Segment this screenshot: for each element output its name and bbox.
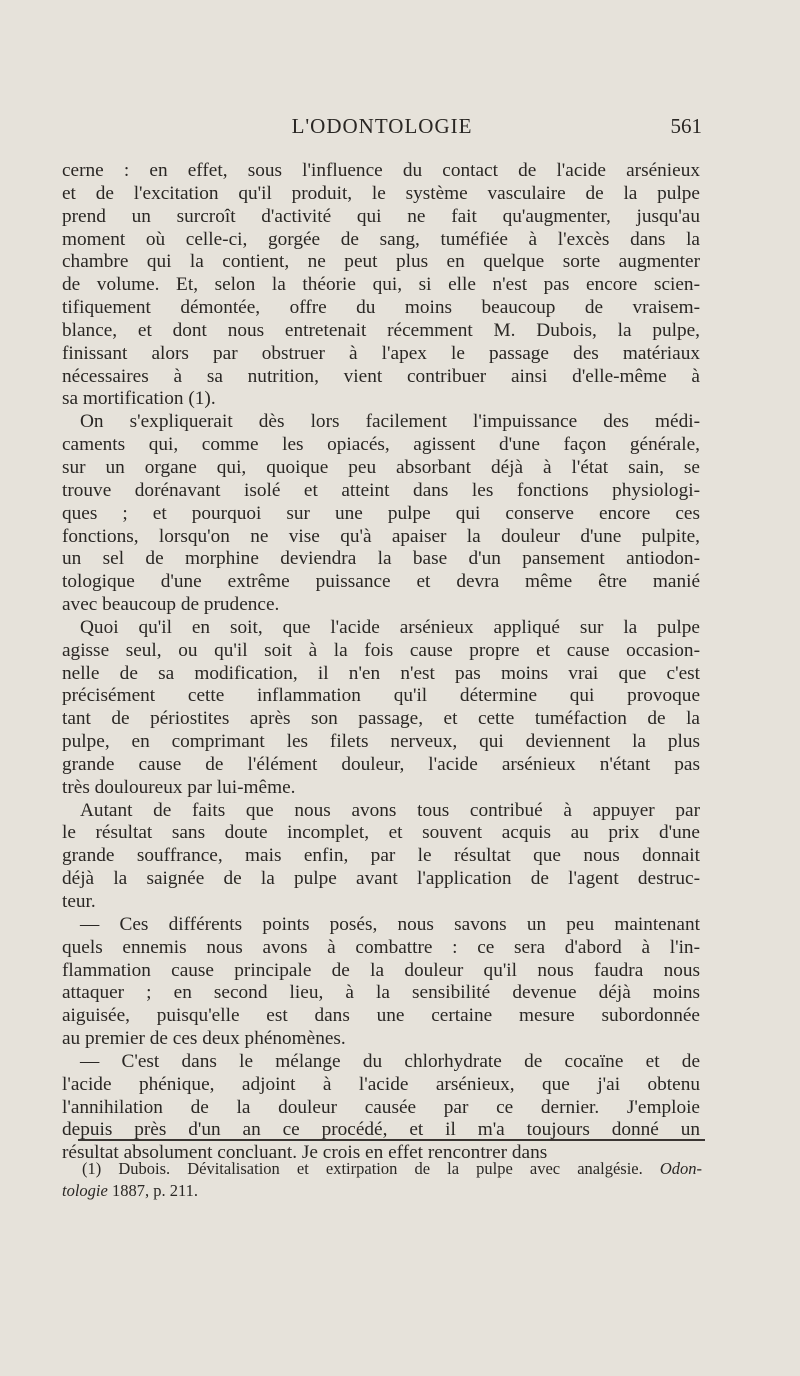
text-line: Quoi qu'il en soit, que l'acide arsénieux appliqué sur la pulpe bbox=[80, 616, 700, 638]
text-line: tologique d'une extrême puissance et devra même être manié bbox=[62, 571, 700, 593]
text-line: Autant de faits que nous avons tous contribué à appuyer par bbox=[80, 799, 700, 821]
text-line: très douloureux par lui-même. bbox=[62, 776, 296, 798]
text-line: un sel de morphine deviendra la base d'un pansement antiodon- bbox=[62, 548, 700, 570]
text-line: le résultat sans doute incomplet, et souvent acquis au prix d'une bbox=[62, 822, 700, 844]
text-line: et de l'excitation qu'il produit, le système vasculaire de la pulpe bbox=[62, 182, 700, 204]
text-line: précisément cette inflammation qu'il détermine qui provoque bbox=[62, 685, 700, 707]
text-line: cerne : en effet, sous l'influence du contact de l'acide arsénieux bbox=[62, 160, 700, 181]
page-number: 561 bbox=[670, 114, 702, 138]
running-title: L'ODONTOLOGIE bbox=[291, 114, 473, 138]
text-line: au premier de ces deux phénomènes. bbox=[62, 1028, 346, 1050]
text-line: teur. bbox=[62, 891, 96, 912]
text-line: résultat absolument concluant. Je crois en effet rencontrer dans bbox=[62, 1142, 548, 1164]
text-line: déjà la saignée de la pulpe avant l'application de l'agent destruc- bbox=[62, 868, 700, 890]
footnote bbox=[62, 1158, 702, 1202]
text-line: sa mortification (1). bbox=[62, 388, 216, 410]
body-text bbox=[62, 160, 700, 1165]
text-line: On s'expliquerait dès lors facilement l'impuissance des médi- bbox=[80, 411, 700, 433]
text-line: sur un organe qui, quoique peu absorbant déjà à l'état sain, se bbox=[62, 456, 700, 478]
text-line: — C'est dans le mélange du chlorhydrate de cocaïne et de bbox=[80, 1050, 700, 1072]
text-line: aiguisée, puisqu'elle est dans une certaine mesure subordonnée bbox=[62, 1005, 700, 1027]
text-line: finissant alors par obstruer à l'apex le passage des matériaux bbox=[62, 342, 700, 364]
text-line: trouve dorénavant isolé et atteint dans les fonctions physiologi- bbox=[62, 479, 700, 501]
text-line: prend un surcroît d'activité qui ne fait qu'augmenter, jusqu'au bbox=[62, 205, 700, 227]
text-line: pulpe, en comprimant les filets nerveux, qui deviennent la plus bbox=[62, 731, 700, 753]
footnote-line-1: (1) Dubois. Dévitalisation et extirpation de la pulpe avec analgésie. Odon- bbox=[82, 1159, 702, 1178]
text-line: caments qui, comme les opiacés, agissent d'une façon générale, bbox=[62, 434, 700, 456]
text-line: attaquer ; en second lieu, à la sensibilité devenue déjà moins bbox=[62, 982, 700, 1004]
text-line: l'annihilation de la douleur causée par ce dernier. J'emploie bbox=[62, 1096, 700, 1118]
text-line: ques ; et pourquoi sur une pulpe qui conserve encore ces bbox=[62, 502, 700, 524]
footnote-separator bbox=[78, 1139, 705, 1141]
text-line: grande souffrance, mais enfin, par le résultat que nous donnait bbox=[62, 845, 700, 867]
footnote-line-2: tologie 1887, p. 211. bbox=[62, 1181, 198, 1200]
text-line: l'acide phénique, adjoint à l'acide arsénieux, que j'ai obtenu bbox=[62, 1073, 700, 1095]
page-header bbox=[62, 114, 702, 144]
text-line: chambre qui la contient, ne peut plus en quelque sorte augmenter bbox=[62, 251, 700, 273]
text-line: quels ennemis nous avons à combattre : ce sera d'abord à l'in- bbox=[62, 936, 700, 958]
text-line: nelle de sa modification, il n'en n'est pas moins vrai que c'est bbox=[62, 662, 700, 684]
text-line: moment où celle-ci, gorgée de sang, tuméfiée à l'excès dans la bbox=[62, 228, 700, 250]
text-line: blance, et dont nous entretenait récemment M. Dubois, la pulpe, bbox=[62, 319, 700, 341]
text-line: grande cause de l'élément douleur, l'acide arsénieux n'étant pas bbox=[62, 753, 700, 775]
text-line: avec beaucoup de prudence. bbox=[62, 594, 280, 616]
text-line: — Ces différents points posés, nous savons un peu maintenant bbox=[80, 913, 700, 935]
text-line: flammation cause principale de la douleur qu'il nous faudra nous bbox=[62, 959, 700, 981]
text-line: tant de périostites après son passage, et cette tuméfaction de la bbox=[62, 708, 700, 730]
text-line: de volume. Et, selon la théorie qui, si elle n'est pas encore scien- bbox=[62, 274, 700, 296]
text-line: nécessaires à sa nutrition, vient contribuer ainsi d'elle-même à bbox=[62, 365, 700, 387]
text-line: fonctions, lorsqu'on ne vise qu'à apaiser la douleur d'une pulpite, bbox=[62, 525, 700, 547]
text-line: tifiquement démontée, offre du moins beaucoup de vraisem- bbox=[62, 297, 700, 319]
text-line: agisse seul, ou qu'il soit à la fois cause propre et cause occasion- bbox=[62, 639, 700, 661]
text-line: depuis près d'un an ce procédé, et il m'a toujours donné un bbox=[62, 1119, 700, 1141]
